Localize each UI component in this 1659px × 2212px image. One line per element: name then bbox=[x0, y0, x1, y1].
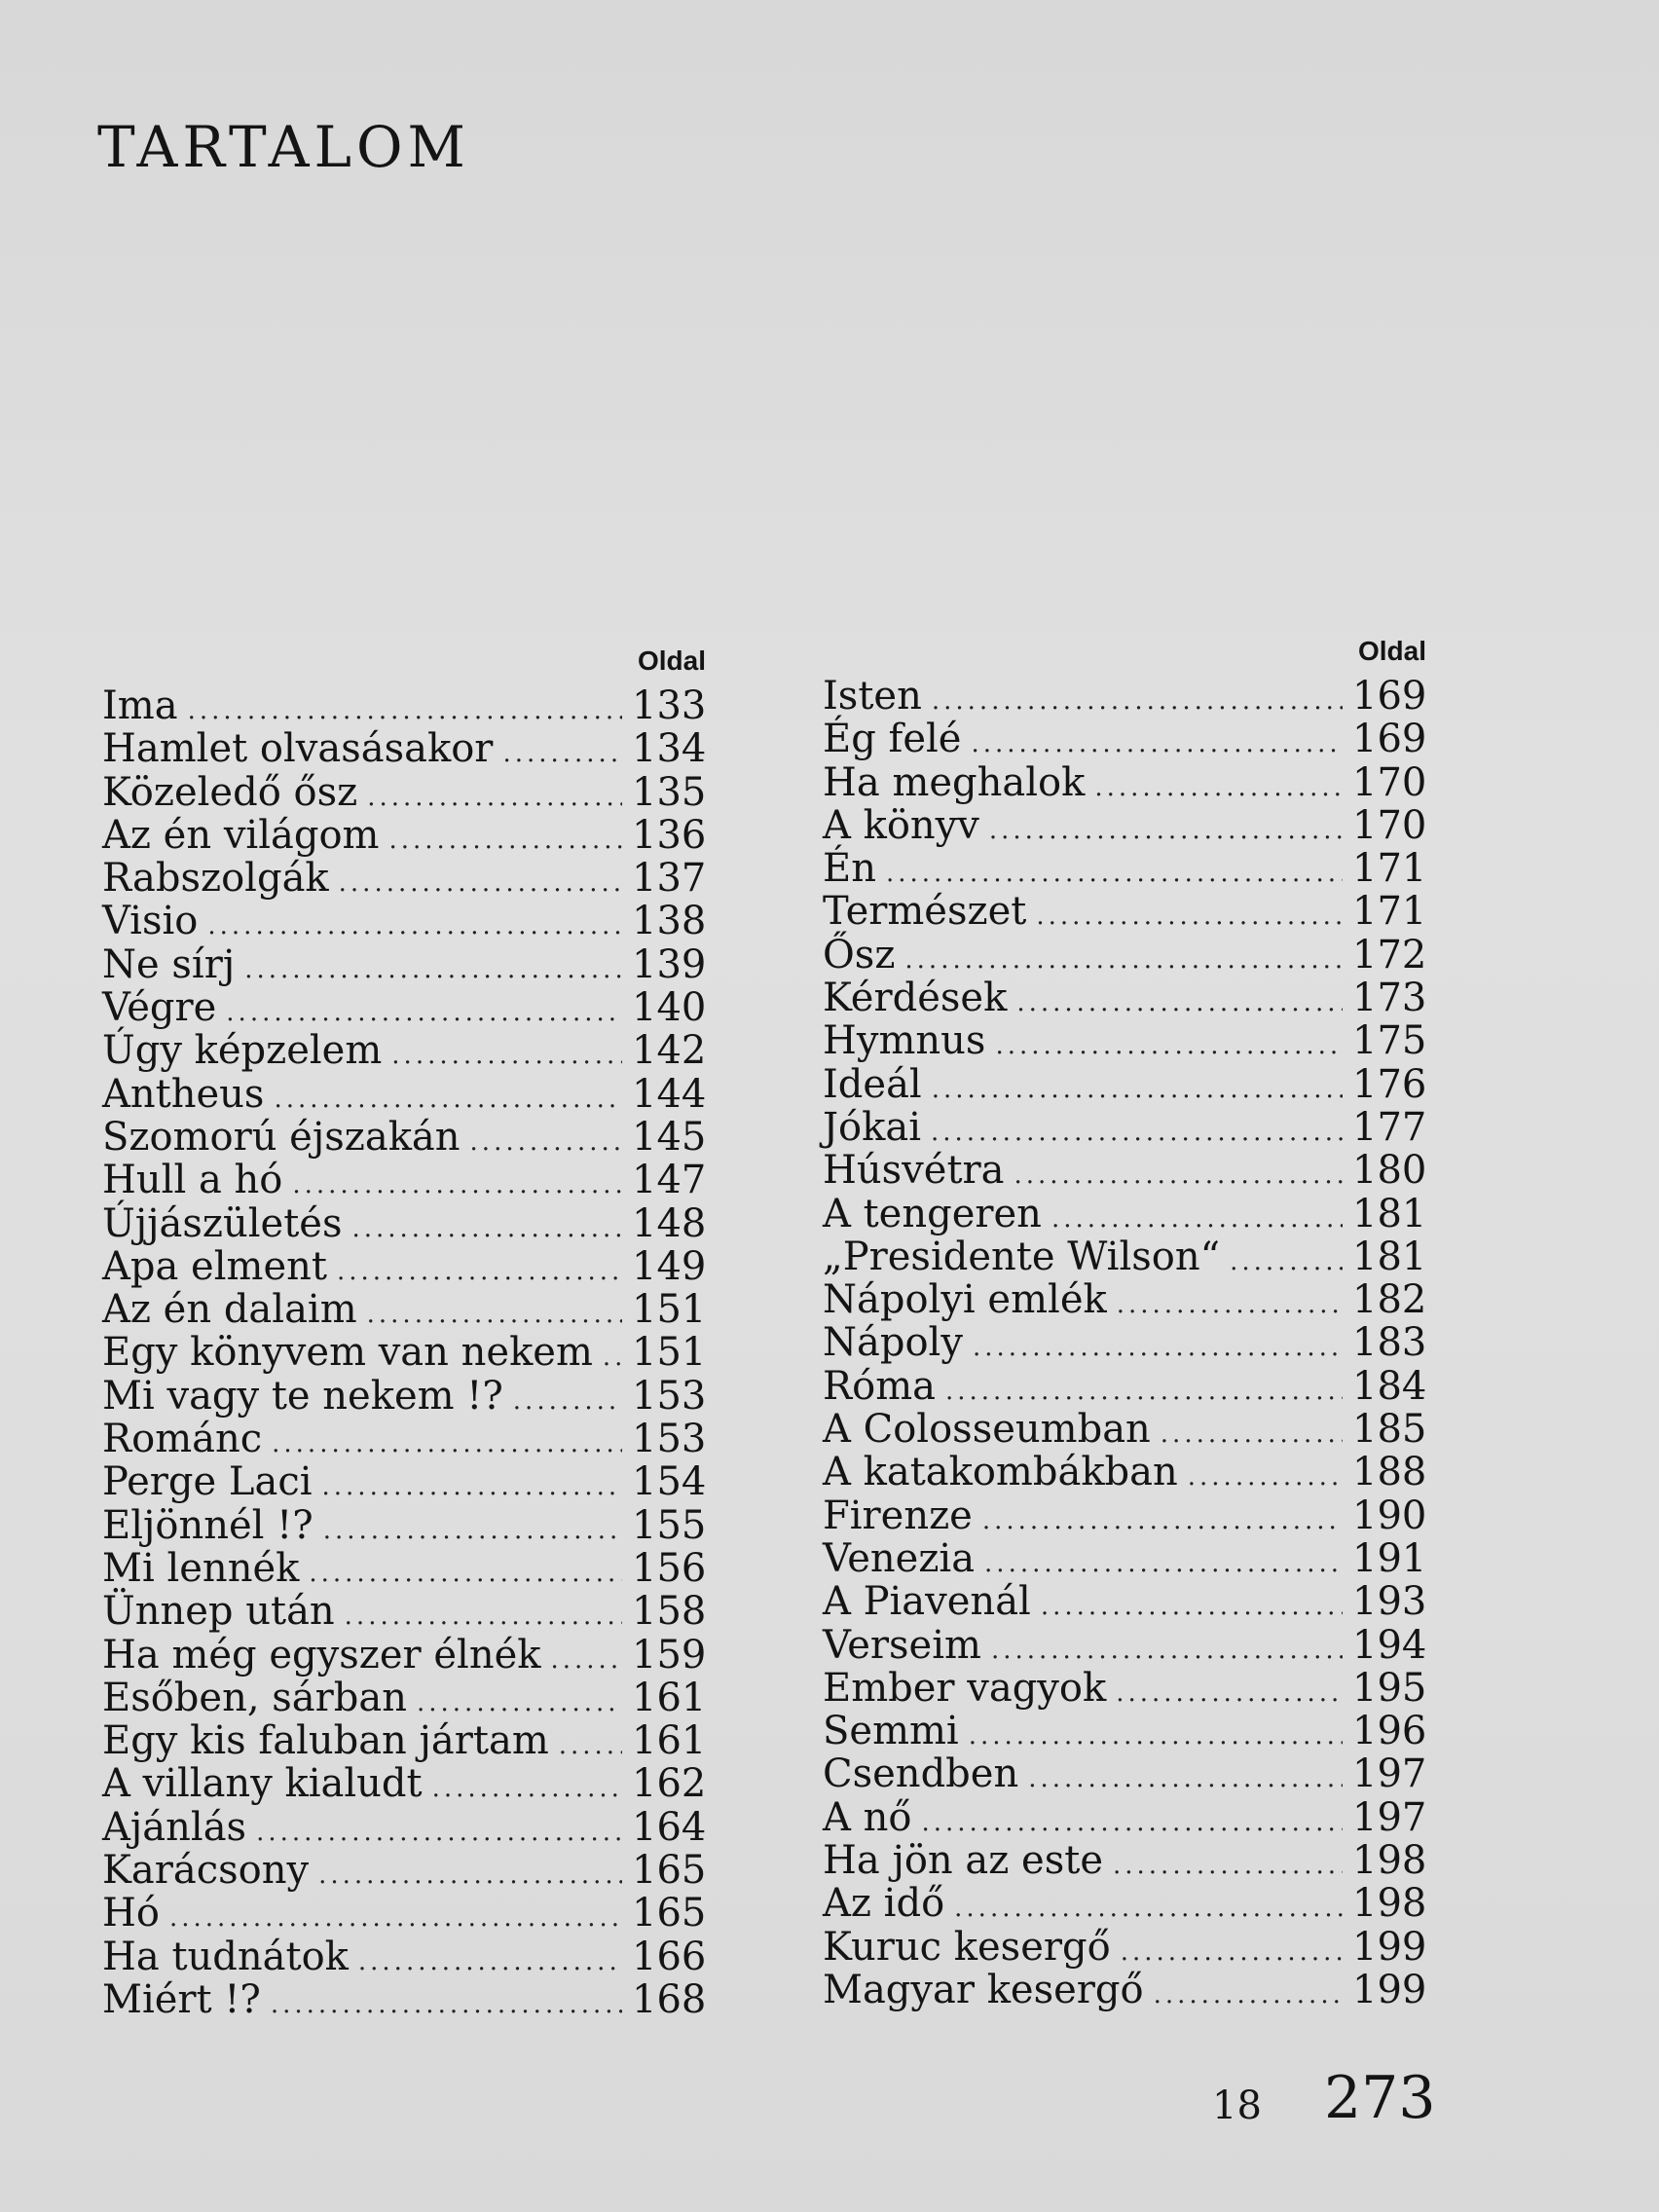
toc-entry bbox=[823, 1235, 1426, 1278]
toc-entry-title: Jókai bbox=[823, 1104, 921, 1150]
toc-entry-title: Ideál bbox=[823, 1061, 922, 1107]
toc-entry bbox=[102, 1634, 706, 1677]
dot-leader bbox=[502, 732, 622, 775]
dot-leader bbox=[339, 862, 622, 904]
toc-entry bbox=[823, 1752, 1426, 1795]
dot-leader bbox=[337, 1250, 622, 1293]
toc-entry-title: A Piavenál bbox=[823, 1579, 1031, 1625]
dot-leader bbox=[1230, 1240, 1343, 1283]
toc-entry-page: 137 bbox=[632, 856, 707, 902]
toc-entry-page: 190 bbox=[1352, 1493, 1427, 1538]
toc-entry-page: 191 bbox=[1352, 1535, 1427, 1581]
dot-leader bbox=[345, 1595, 622, 1638]
toc-entry-page: 134 bbox=[632, 726, 707, 772]
toc-entry-title: Karácsony bbox=[102, 1848, 310, 1894]
toc-entry-page: 198 bbox=[1352, 1838, 1427, 1884]
toc-entry-page: 199 bbox=[1352, 1967, 1427, 2012]
dot-leader bbox=[1117, 1283, 1343, 1326]
toc-entry bbox=[102, 1892, 706, 1935]
toc-entry-title: Újjászületés bbox=[102, 1200, 343, 1246]
toc-entry-title: Az én világom bbox=[102, 812, 380, 858]
toc-entry-page: 194 bbox=[1352, 1622, 1427, 1668]
toc-entry-page: 155 bbox=[632, 1502, 707, 1548]
toc-entry-page: 151 bbox=[632, 1287, 707, 1333]
toc-entry bbox=[823, 1063, 1426, 1106]
dot-leader bbox=[1036, 895, 1343, 938]
dot-leader bbox=[1121, 1931, 1343, 1973]
toc-entry bbox=[102, 1073, 706, 1116]
toc-entry-title: Ünnep után bbox=[102, 1589, 335, 1635]
toc-entry bbox=[102, 1762, 706, 1805]
toc-entry-title: Venezia bbox=[823, 1535, 976, 1581]
toc-entry-title: Az én dalaim bbox=[102, 1287, 357, 1333]
dot-leader bbox=[1041, 1585, 1343, 1628]
dot-leader bbox=[323, 1509, 622, 1552]
toc-entry-title: Rabszolgák bbox=[102, 856, 329, 902]
toc-entry-title: Egy könyvem van nekem bbox=[102, 1330, 593, 1376]
toc-entry-title: Én bbox=[823, 846, 876, 892]
toc-entry-title: Ajánlás bbox=[102, 1804, 247, 1850]
toc-entry-page: 162 bbox=[632, 1761, 707, 1807]
toc-entry bbox=[102, 727, 706, 770]
toc-entry-title: Végre bbox=[102, 985, 217, 1031]
dot-leader bbox=[932, 1068, 1343, 1111]
toc-entry-page: 169 bbox=[1352, 674, 1427, 719]
toc-entry-page: 195 bbox=[1352, 1665, 1427, 1711]
toc-entry bbox=[102, 857, 706, 900]
toc-entry-title: Antheus bbox=[102, 1071, 265, 1117]
dot-leader bbox=[1188, 1456, 1343, 1498]
toc-entry-title: Isten bbox=[823, 674, 922, 719]
dot-leader bbox=[358, 1940, 622, 1983]
toc-entry-title: A villany kialudt bbox=[102, 1761, 423, 1807]
toc-entry-page: 176 bbox=[1352, 1061, 1427, 1107]
toc-entry bbox=[102, 1331, 706, 1374]
toc-entry bbox=[823, 1408, 1426, 1451]
dot-leader bbox=[1113, 1844, 1343, 1887]
dot-leader bbox=[256, 1811, 622, 1854]
toc-entry bbox=[102, 1719, 706, 1762]
toc-entry-title: Ha jön az este bbox=[823, 1838, 1103, 1884]
dot-leader bbox=[322, 1465, 622, 1508]
toc-entry bbox=[102, 1978, 706, 2021]
toc-entry-title: Firenze bbox=[823, 1493, 973, 1538]
toc-entry bbox=[823, 1839, 1426, 1882]
toc-entry-page: 151 bbox=[632, 1330, 707, 1376]
toc-entry-title: Ima bbox=[102, 683, 178, 728]
dot-leader bbox=[351, 1207, 622, 1250]
toc-entry bbox=[823, 890, 1426, 933]
dot-leader bbox=[971, 722, 1343, 765]
toc-entry bbox=[823, 1019, 1426, 1062]
toc-entry-title: A könyv bbox=[823, 802, 979, 848]
toc-entry-title: Ősz bbox=[823, 932, 896, 977]
toc-entry-page: 168 bbox=[632, 1976, 707, 2022]
toc-entry-page: 153 bbox=[632, 1373, 707, 1419]
toc-entry-page: 184 bbox=[1352, 1363, 1427, 1409]
dot-leader bbox=[271, 1983, 622, 2026]
toc-entry-title: Hó bbox=[102, 1891, 160, 1936]
toc-entry-page: 149 bbox=[632, 1243, 707, 1289]
page-title: TARTALOM bbox=[97, 113, 470, 180]
toc-entry-title: Kérdések bbox=[823, 976, 1008, 1021]
toc-entry-page: 148 bbox=[632, 1200, 707, 1246]
toc-entry bbox=[823, 1667, 1426, 1710]
toc-entry bbox=[102, 1288, 706, 1331]
toc-entry bbox=[102, 986, 706, 1029]
toc-entry bbox=[102, 1418, 706, 1460]
toc-entry bbox=[102, 1375, 706, 1418]
toc-entry-title: Mi vagy te nekem !? bbox=[102, 1373, 503, 1419]
toc-column-left bbox=[102, 638, 706, 2021]
toc-entry-page: 169 bbox=[1352, 717, 1427, 762]
toc-entry-page: 196 bbox=[1352, 1709, 1427, 1754]
dot-leader bbox=[932, 680, 1343, 722]
toc-entry bbox=[102, 1806, 706, 1849]
toc-entry-page: 172 bbox=[1352, 932, 1427, 977]
toc-entry-page: 182 bbox=[1352, 1277, 1427, 1323]
dot-leader bbox=[244, 948, 622, 991]
toc-entry-page: 177 bbox=[1352, 1104, 1427, 1150]
toc-entry bbox=[823, 1926, 1426, 1969]
toc-entry bbox=[102, 684, 706, 727]
dot-leader bbox=[272, 1422, 622, 1465]
toc-entry-page: 133 bbox=[632, 683, 707, 728]
dot-leader bbox=[513, 1380, 622, 1422]
toc-entry-title: Szomorú éjszakán bbox=[102, 1114, 461, 1160]
dot-leader bbox=[969, 1714, 1343, 1757]
toc-entry bbox=[823, 1537, 1426, 1580]
toc-entry bbox=[823, 1106, 1426, 1149]
toc-entry bbox=[823, 761, 1426, 804]
dot-leader bbox=[954, 1887, 1343, 1930]
toc-entry-title: Visio bbox=[102, 899, 199, 944]
dot-leader bbox=[984, 1542, 1343, 1585]
dot-leader bbox=[1154, 1973, 1343, 2016]
toc-entry-title: A katakombákban bbox=[823, 1450, 1178, 1495]
toc-entry bbox=[823, 1580, 1426, 1623]
dot-leader bbox=[292, 1163, 622, 1206]
toc-entry bbox=[102, 814, 706, 857]
dot-leader bbox=[1016, 981, 1343, 1024]
toc-entry bbox=[823, 1278, 1426, 1321]
toc-entry-title: Semmi bbox=[823, 1709, 959, 1754]
dot-leader bbox=[169, 1897, 622, 1939]
dot-leader bbox=[388, 819, 622, 862]
toc-entry-page: 170 bbox=[1352, 759, 1427, 805]
toc-entry-page: 144 bbox=[632, 1071, 707, 1117]
page-number: 273 bbox=[1324, 2064, 1436, 2132]
toc-entry bbox=[102, 1029, 706, 1072]
signature-mark: 18 bbox=[1212, 2083, 1262, 2128]
toc-entry-page: 147 bbox=[632, 1158, 707, 1203]
toc-entry-list bbox=[823, 675, 1426, 2011]
toc-entry-page: 181 bbox=[1352, 1234, 1427, 1279]
dot-leader bbox=[309, 1552, 622, 1595]
dot-leader bbox=[982, 1499, 1343, 1542]
toc-entry-title: Ha meghalok bbox=[823, 759, 1086, 805]
toc-entry-title: Ember vagyok bbox=[823, 1665, 1107, 1711]
toc-entry bbox=[823, 804, 1426, 847]
toc-entry-title: Ha tudnátok bbox=[102, 1934, 349, 1979]
toc-entry-title: „Presidente Wilson“ bbox=[823, 1234, 1221, 1279]
toc-entry bbox=[102, 771, 706, 814]
toc-entry-page: 181 bbox=[1352, 1191, 1427, 1236]
toc-entry-page: 185 bbox=[1352, 1407, 1427, 1453]
toc-entry-page: 180 bbox=[1352, 1148, 1427, 1194]
toc-entry bbox=[823, 1193, 1426, 1235]
toc-entry-page: 199 bbox=[1352, 1924, 1427, 1970]
dot-leader bbox=[367, 776, 622, 819]
toc-entry bbox=[102, 1245, 706, 1288]
page-column-header: Oldal bbox=[637, 645, 706, 676]
toc-entry bbox=[823, 718, 1426, 760]
dot-leader bbox=[995, 1024, 1343, 1067]
toc-entry-page: 158 bbox=[632, 1589, 707, 1635]
toc-entry-page: 161 bbox=[632, 1718, 707, 1764]
toc-entry-list bbox=[102, 684, 706, 2021]
toc-entry bbox=[102, 943, 706, 986]
toc-entry-page: 142 bbox=[632, 1028, 707, 1074]
toc-entry-title: Mi lennék bbox=[102, 1545, 300, 1591]
toc-entry-page: 164 bbox=[632, 1804, 707, 1850]
toc-entry bbox=[823, 847, 1426, 890]
toc-entry bbox=[823, 1451, 1426, 1493]
toc-entry-title: Az idő bbox=[823, 1881, 945, 1927]
toc-entry-title: Hamlet olvasásakor bbox=[102, 726, 494, 772]
toc-entry-title: Ég felé bbox=[823, 717, 962, 762]
toc-entry-page: 135 bbox=[632, 769, 707, 815]
toc-entry-page: 197 bbox=[1352, 1751, 1427, 1797]
toc-entry bbox=[102, 1460, 706, 1503]
dot-leader bbox=[207, 904, 622, 947]
toc-entry-page: 175 bbox=[1352, 1018, 1427, 1064]
dot-leader bbox=[1094, 766, 1343, 809]
toc-entry-page: 159 bbox=[632, 1632, 707, 1677]
toc-entry bbox=[823, 1796, 1426, 1839]
toc-entry bbox=[823, 1321, 1426, 1364]
toc-entry bbox=[823, 1149, 1426, 1192]
toc-entry-page: 156 bbox=[632, 1545, 707, 1591]
dot-leader bbox=[551, 1639, 623, 1681]
toc-entry bbox=[102, 1936, 706, 1978]
toc-entry bbox=[102, 1677, 706, 1719]
toc-entry-page: 188 bbox=[1352, 1450, 1427, 1495]
toc-entry-title: Húsvétra bbox=[823, 1148, 1005, 1194]
dot-leader bbox=[391, 1034, 622, 1077]
dot-leader bbox=[1116, 1672, 1343, 1714]
toc-entry bbox=[823, 675, 1426, 718]
toc-entry-title: Perge Laci bbox=[102, 1459, 313, 1505]
toc-entry bbox=[102, 1590, 706, 1633]
toc-entry-page: 166 bbox=[632, 1934, 707, 1979]
toc-entry-title: Csendben bbox=[823, 1751, 1019, 1797]
toc-entry-page: 136 bbox=[632, 812, 707, 858]
toc-entry bbox=[102, 1202, 706, 1245]
toc-entry-title: Verseim bbox=[823, 1622, 981, 1668]
toc-entry-page: 193 bbox=[1352, 1579, 1427, 1625]
toc-entry-title: Eljönnél !? bbox=[102, 1502, 313, 1548]
toc-entry-title: Egy kis faluban jártam bbox=[102, 1718, 549, 1764]
toc-entry bbox=[102, 1116, 706, 1159]
toc-entry-title: Róma bbox=[823, 1363, 936, 1409]
toc-entry-title: Ne sírj bbox=[102, 941, 236, 987]
dot-leader bbox=[559, 1724, 622, 1767]
dot-leader bbox=[989, 809, 1343, 852]
toc-entry-page: 173 bbox=[1352, 976, 1427, 1021]
toc-entry bbox=[102, 1159, 706, 1201]
dot-leader bbox=[1014, 1154, 1343, 1197]
toc-entry-title: Nápolyi emlék bbox=[823, 1277, 1107, 1323]
toc-entry bbox=[823, 1624, 1426, 1667]
toc-entry-title: Miért !? bbox=[102, 1976, 261, 2022]
toc-entry bbox=[823, 1969, 1426, 2011]
toc-entry-title: A Colosseumban bbox=[823, 1407, 1151, 1453]
toc-entry bbox=[823, 977, 1426, 1019]
toc-entry bbox=[102, 1504, 706, 1547]
toc-entry-title: A tengeren bbox=[823, 1191, 1042, 1236]
toc-entry-title: Nápoly bbox=[823, 1320, 963, 1366]
toc-entry-page: 154 bbox=[632, 1459, 707, 1505]
toc-entry-title: Magyar kesergő bbox=[823, 1967, 1144, 2012]
toc-entry bbox=[823, 1882, 1426, 1925]
toc-entry-title: Közeledő ősz bbox=[102, 769, 358, 815]
toc-entry bbox=[102, 900, 706, 942]
toc-entry bbox=[823, 1710, 1426, 1752]
toc-entry-page: 198 bbox=[1352, 1881, 1427, 1927]
toc-entry-page: 171 bbox=[1352, 889, 1427, 935]
toc-entry-page: 170 bbox=[1352, 802, 1427, 848]
toc-entry-title: Természet bbox=[823, 889, 1027, 935]
toc-entry-title: A nő bbox=[823, 1794, 912, 1840]
dot-leader bbox=[318, 1854, 622, 1897]
toc-entry-title: Úgy képzelem bbox=[102, 1028, 383, 1074]
toc-entry-page: 165 bbox=[632, 1848, 707, 1894]
toc-entry-title: Hymnus bbox=[823, 1018, 986, 1064]
toc-entry-page: 145 bbox=[632, 1114, 707, 1160]
toc-entry-page: 171 bbox=[1352, 846, 1427, 892]
toc-entry bbox=[102, 1849, 706, 1892]
toc-entry-page: 140 bbox=[632, 985, 707, 1031]
toc-entry bbox=[823, 934, 1426, 977]
dot-leader bbox=[973, 1326, 1343, 1369]
toc-entry-title: Esőben, sárban bbox=[102, 1675, 407, 1720]
toc-entry-title: Hull a hó bbox=[102, 1158, 283, 1203]
dot-leader bbox=[432, 1767, 622, 1810]
dot-leader bbox=[470, 1121, 622, 1163]
page-column-header: Oldal bbox=[1357, 636, 1426, 666]
toc-entry-page: 183 bbox=[1352, 1320, 1427, 1366]
dot-leader bbox=[603, 1336, 622, 1379]
toc-entry-page: 139 bbox=[632, 941, 707, 987]
dot-leader bbox=[1161, 1413, 1343, 1456]
toc-entry-page: 165 bbox=[632, 1891, 707, 1936]
toc-entry-page: 153 bbox=[632, 1417, 707, 1462]
toc-entry bbox=[823, 1494, 1426, 1537]
toc-entry-page: 161 bbox=[632, 1675, 707, 1720]
toc-entry-title: Ha még egyszer élnék bbox=[102, 1632, 541, 1677]
toc-entry-page: 197 bbox=[1352, 1794, 1427, 1840]
toc-entry-page: 138 bbox=[632, 899, 707, 944]
toc-entry-title: Apa elment bbox=[102, 1243, 327, 1289]
toc-entry bbox=[102, 1547, 706, 1590]
dot-leader bbox=[1028, 1757, 1343, 1800]
toc-entry-title: Románc bbox=[102, 1417, 263, 1462]
toc-entry-title: Kuruc kesergő bbox=[823, 1924, 1111, 1970]
toc-column-right bbox=[823, 628, 1426, 2011]
toc-entry bbox=[823, 1365, 1426, 1408]
